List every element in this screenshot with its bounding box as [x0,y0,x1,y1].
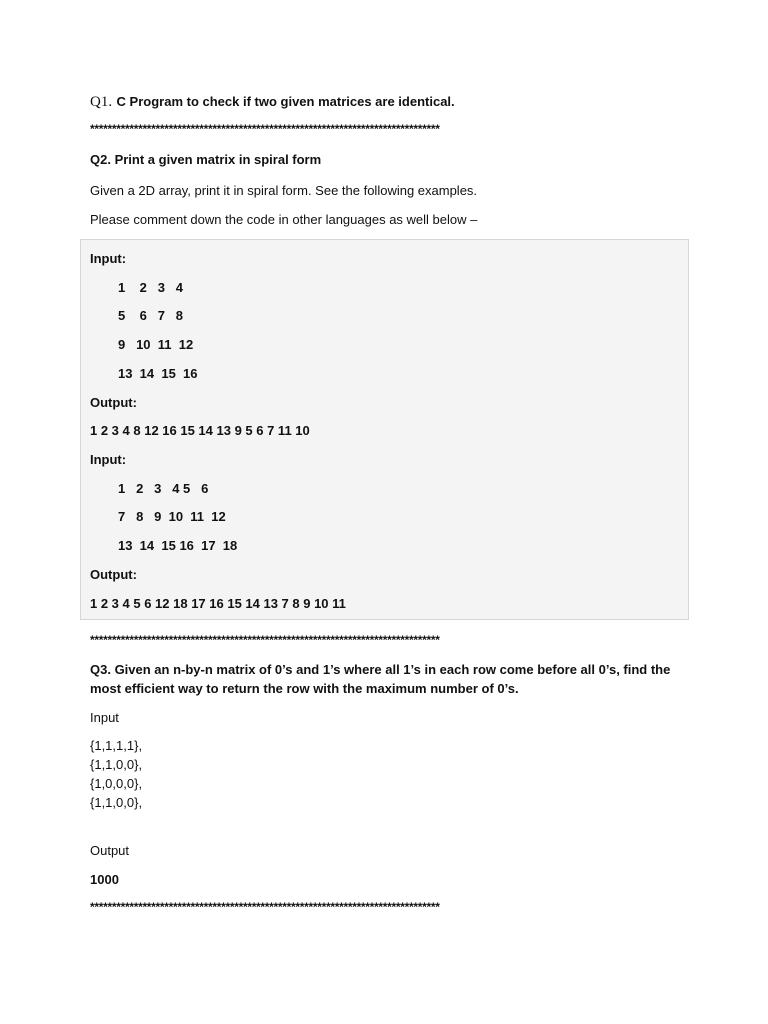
q3-output-value: 1000 [90,872,119,887]
example1-output: 1 2 3 4 8 12 16 15 14 13 9 5 6 7 11 10 [90,423,310,438]
example1-row-2: 5 6 7 8 [118,308,184,323]
separator-2: ******************************************************************************** [90,633,440,647]
example2-input-label: Input: [90,452,127,467]
example1-input-label: Input: [90,251,127,266]
q2-title: Q2. Print a given matrix in spiral form [90,152,322,167]
example1-row-4: 13 14 15 16 [118,366,198,381]
q2-description: Given a 2D array, print it in spiral form. See the following examples. [90,183,478,198]
q1-number: Q1. [90,94,113,110]
example1-output-label: Output: [90,395,137,410]
example1-row-3: 9 10 11 12 [118,337,194,352]
q1-heading [90,93,455,111]
example2-row-3: 13 14 15 16 17 18 [118,538,238,553]
q3-matrix-row-1: {1,1,1,1}, [90,738,143,753]
q3-matrix-row-3: {1,0,0,0}, [90,776,143,791]
example2-row-1: 1 2 3 4 5 6 [118,481,209,496]
q3-matrix-row-4: {1,1,0,0}, [90,795,143,810]
example1-row-1: 1 2 3 4 [118,280,184,295]
q3-input-label: Input [90,710,119,725]
example2-output: 1 2 3 4 5 6 12 18 17 16 15 14 13 7 8 9 10 11 [90,596,346,611]
q1-title: C Program to check if two given matrices are identical. [116,94,455,109]
example2-output-label: Output: [90,567,137,582]
q3-matrix-row-2: {1,1,0,0}, [90,757,143,772]
separator-1: ******************************************************************************** [90,122,440,136]
q2-comment-note: Please comment down the code in other languages as well below – [90,212,478,227]
example2-row-2: 7 8 9 10 11 12 [118,509,226,524]
q3-question-line-1: Q3. Given an n-by-n matrix of 0’s and 1’s where all 1’s in each row come before all 0’s, find the [90,662,671,677]
q3-output-label: Output [90,843,130,858]
separator-3: ******************************************************************************** [90,900,440,914]
q3-question-line-2: most efficient way to return the row with the maximum number of 0’s. [90,681,519,696]
